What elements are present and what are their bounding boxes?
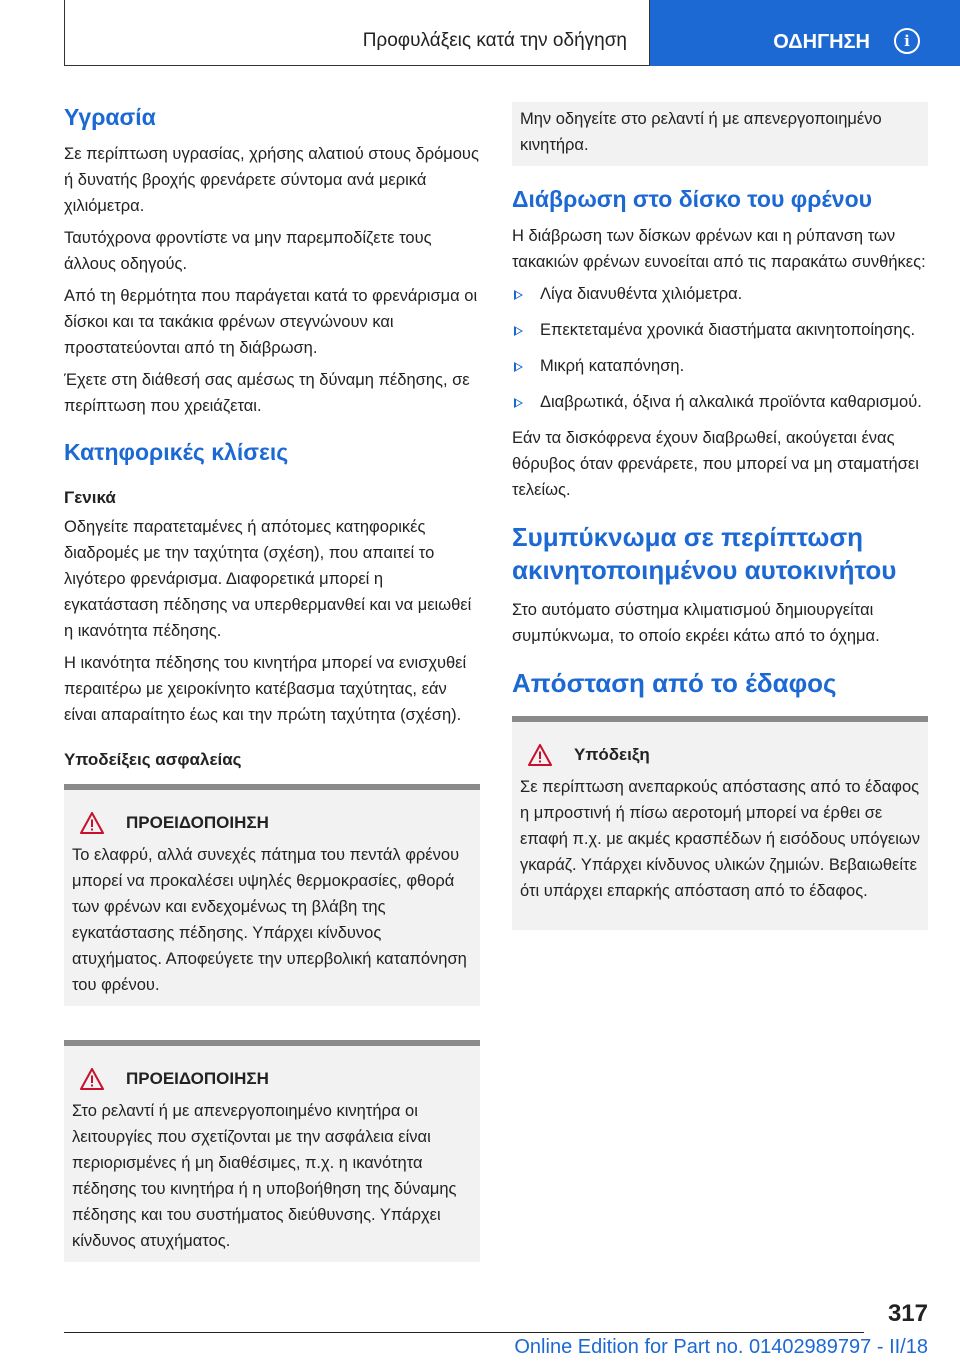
heading-condensation: Συμπύκνωμα σε περίπτωση ακινητοποιημένου αυτοκινήτου <box>512 522 897 585</box>
note-box <box>512 102 928 166</box>
paragraph: Η ικανότητα πέδησης του κινητήρα μπορεί να ενισχυθεί περαιτέρω με χειροκίνητο κατέβασμα ταχύτητας, εάν είναι απαραίτητο έως και την πρώτη ταχύτητα (σχέση). <box>64 654 467 724</box>
list-item: Επεκτεταμένα χρονικά διαστήματα ακινητοποίησης. <box>512 317 928 343</box>
list-item: Λίγα διανυθέντα χιλιόμετρα. <box>512 281 928 307</box>
list-item: Διαβρωτικά, όξινα ή αλκαλικά προϊόντα καθαρισμού. <box>512 389 928 415</box>
chapter-label: ΟΔΗΓΗΣΗ <box>773 31 870 53</box>
triangle-bullet-icon <box>514 290 523 300</box>
paragraph: Από τη θερμότητα που παράγεται κατά το φρενάρισμα οι δίσκοι και τα τακάκια φρένων στεγνώνουν και προστατεύονται από τη διάβρωση. <box>64 287 478 357</box>
warning-box <box>64 784 480 1006</box>
footer-divider <box>64 1332 864 1333</box>
warning-header <box>80 1068 472 1090</box>
chapter-tab[interactable] <box>650 0 960 66</box>
hint-title: Υπόδειξη <box>574 745 650 764</box>
heading-downhill: Κατηφορικές κλίσεις <box>64 439 289 465</box>
page-header <box>64 0 960 66</box>
warning-text: Στο ρελαντί ή με απενεργοποιημένο κινητήρα οι λειτουργίες που σχετίζονται με την ασφάλεια είναι περιορισμένες ή μη διαθέσιμες, π.χ. η ικανότητα πέδησης του κινητήρα ή η υποβοήθηση της δύναμης πέδησης και του συστήματος διεύθυνσης. Υπάρχει κίνδυνος ατυχήματος. <box>72 1102 457 1250</box>
heading-humidity: Υγρασία <box>64 104 156 130</box>
paragraph: Ταυτόχρονα φροντίστε να μην παρεμποδίζετε τους άλλους οδηγούς. <box>64 229 432 273</box>
hint-box <box>512 716 928 930</box>
list-item: Μικρή καταπόνηση. <box>512 353 928 379</box>
paragraph: Εάν τα δισκόφρενα έχουν διαβρωθεί, ακούγεται ένας θόρυβος όταν φρενάρετε, που μπορεί να μη σταματήσει τελείως. <box>512 429 919 499</box>
warning-icon <box>528 744 552 766</box>
warning-title: ΠΡΟΕΙΔΟΠΟΙΗΣΗ <box>126 1069 269 1088</box>
paragraph: Σε περίπτωση υγρασίας, χρήσης αλατιού στους δρόμους ή δυνατής βροχής φρενάρετε σύντομα ανά μερικά χιλιόμετρα. <box>64 145 479 215</box>
hint-header <box>528 744 920 766</box>
note-text: Μην οδηγείτε στο ρελαντί ή με απενεργοποιημένο κινητήρα. <box>520 110 882 154</box>
edition-text: Online Edition for Part no. 01402989797 - II/18 <box>514 1336 928 1358</box>
warning-icon <box>80 1068 104 1090</box>
triangle-bullet-icon <box>514 326 523 336</box>
left-column <box>64 96 480 1262</box>
page-number: 317 <box>887 1300 928 1327</box>
paragraph: Στο αυτόματο σύστημα κλιματισμού δημιουργείται συμπύκνωμα, το οποίο εκρέει κάτω από το όχημα. <box>512 601 880 645</box>
heading-safety: Υποδείξεις ασφαλείας <box>64 750 242 769</box>
paragraph: Οδηγείτε παρατεταμένες ή απότομες κατηφορικές διαδρομές με την ταχύτητα (σχέση), που απαιτεί το λιγότερο φρενάρισμα. Διαφορετικά μπορεί η εγκατάσταση πέδησης να υπερθερμανθεί και να μειωθεί η ικανότητα πέδησης. <box>64 518 472 640</box>
hint-text: Σε περίπτωση ανεπαρκούς απόστασης από το έδαφος η μπροστινή ή πίσω αεροτομή μπορεί να έρθει σε επαφή π.χ. με ακμές κρασπέδων ή εισόδους υπόγειων γκαράζ. Υπάρχει κίνδυνος υλικών ζημιών. Βεβαιωθείτε ότι υπάρχει επαρκής απόσταση από το έδαφος. <box>520 778 920 900</box>
triangle-bullet-icon <box>514 362 523 372</box>
warning-box <box>64 1040 480 1262</box>
paragraph: Η διάβρωση των δίσκων φρένων και η ρύπανση των τακακιών φρένων ευνοείται από τις παρακάτω συνθήκες: <box>512 227 926 271</box>
triangle-bullet-icon <box>514 398 523 408</box>
warning-icon <box>80 812 104 834</box>
page-footer <box>64 1300 928 1358</box>
right-column <box>512 102 928 930</box>
warning-title: ΠΡΟΕΙΔΟΠΟΙΗΣΗ <box>126 813 269 832</box>
section-title: Προφυλάξεις κατά την οδήγηση <box>64 0 650 66</box>
corrosion-list <box>512 281 928 415</box>
heading-clearance: Απόσταση από το έδαφος <box>512 668 837 698</box>
paragraph: Έχετε στη διάθεσή σας αμέσως τη δύναμη πέδησης, σε περίπτωση που χρειάζεται. <box>64 371 470 415</box>
heading-general: Γενικά <box>64 488 116 507</box>
heading-corrosion: Διάβρωση στο δίσκο του φρένου <box>512 186 873 212</box>
warning-text: Το ελαφρύ, αλλά συνεχές πάτημα του πεντάλ φρένου μπορεί να προκαλέσει υψηλές θερμοκρασίες, φθορά των φρένων και ενδεχομένως τη βλάβη της εγκατάστασης πέδησης. Υπάρχει κίνδυνος ατυχήματος. Αποφεύγετε την υπερβολική καταπόνηση του φρένου. <box>72 846 467 994</box>
warning-header <box>80 812 472 834</box>
info-icon[interactable]: i <box>894 28 920 54</box>
